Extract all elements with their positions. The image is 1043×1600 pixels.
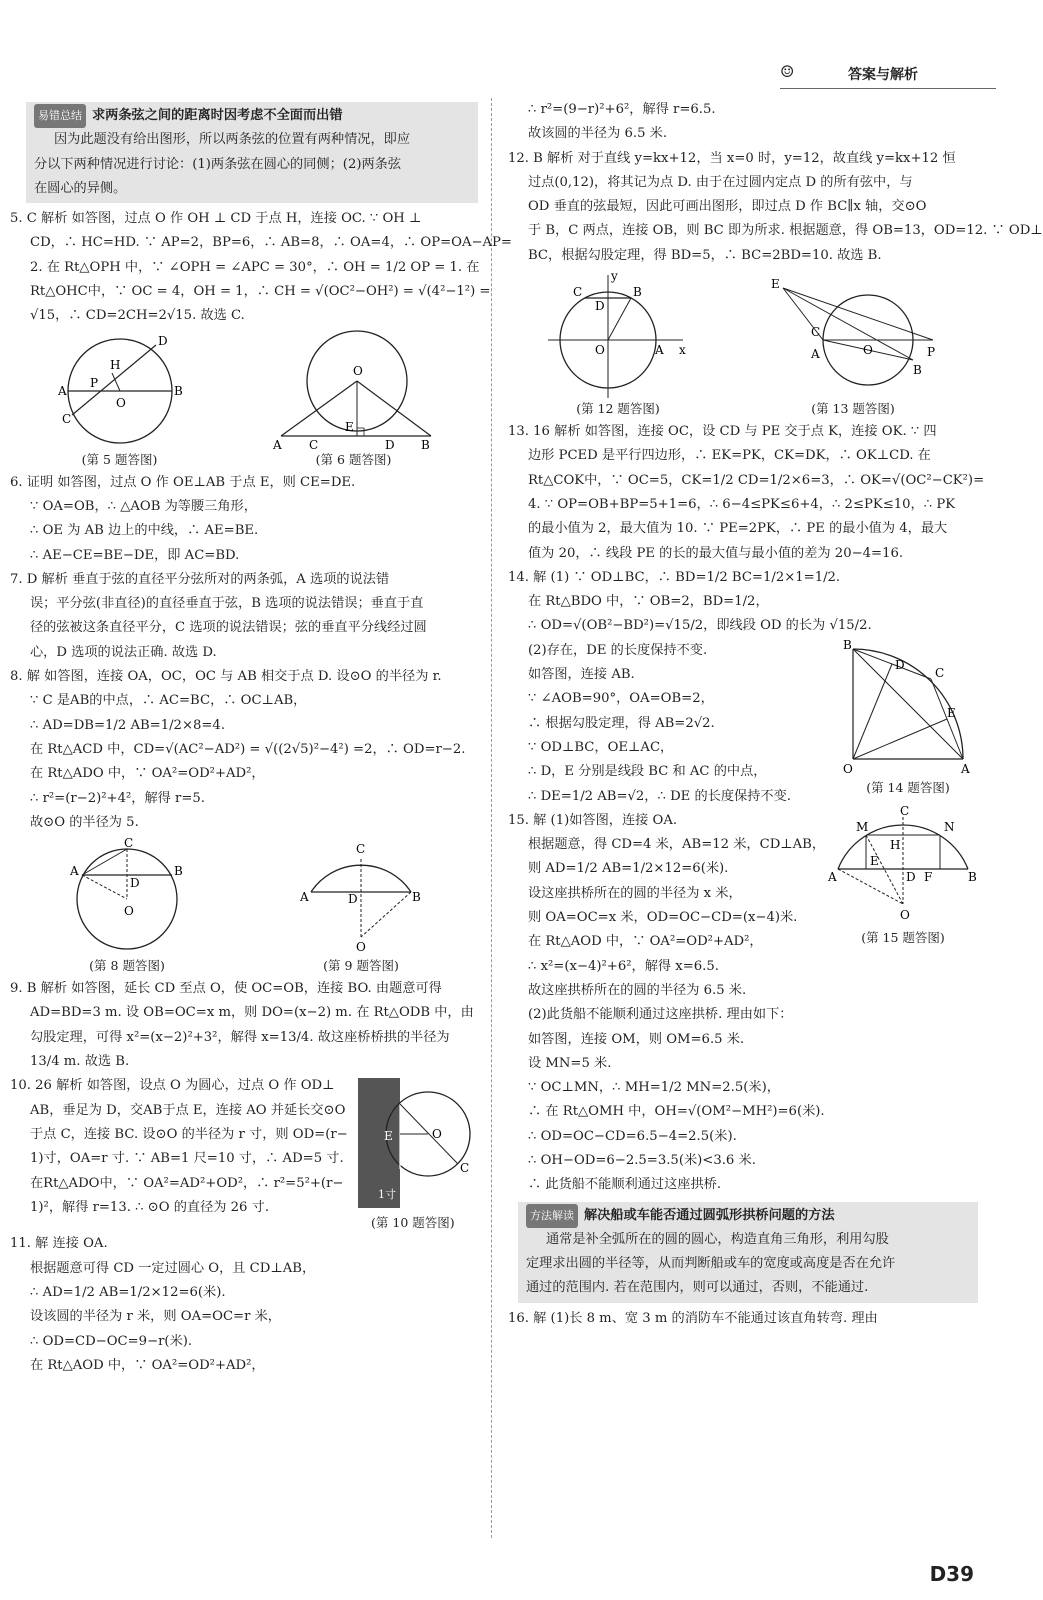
figure-caption: (第 5 题答图) <box>81 451 158 467</box>
text-line: 2. 在 Rt△OPH 中，∵ ∠OPH = ∠APC = 30°，∴ OH = 1/2 OP = 1. 在 <box>30 259 480 275</box>
svg-text:O: O <box>115 395 126 410</box>
text-line: 的最小值为 2，最大值为 10. ∵ PE=2PK，∴ PE 的最小值为 4，最大 <box>528 521 948 537</box>
text-line: Rt△OHC中，∵ OC = 4，OH = 1，∴ CH = √(OC²−OH²) = √(4²−1²) = <box>30 284 491 300</box>
text-line: ∴ OD=CD−OC=9−r(米). <box>30 1333 193 1349</box>
svg-text:D: D <box>906 869 916 884</box>
svg-text:H: H <box>109 357 120 372</box>
text-line: 设 MN=5 米. <box>528 1055 612 1071</box>
q14-solution <box>508 566 978 809</box>
svg-text:N: N <box>944 819 955 834</box>
q9-solution <box>10 977 478 1074</box>
svg-text:B: B <box>412 890 421 905</box>
q8-solution <box>10 665 478 835</box>
method-line: 通过的范围内. 若在范围内，则可以通过，否则，不能通过. <box>526 1280 869 1296</box>
figure-row-5-6 <box>10 331 478 469</box>
figure-caption: (第 13 题答图) <box>811 401 895 417</box>
right-column <box>508 98 1043 1331</box>
page-number: D39 <box>929 1562 974 1586</box>
q15-solution <box>508 809 828 1198</box>
text-line: 过点(0,12)，将其记为点 D. 由于在过圆内定点 D 的所有弦中，与 <box>528 174 913 190</box>
text-line: ∴ DE=1/2 AB=√2，∴ DE 的长度保持不变. <box>528 788 791 804</box>
figure-caption: (第 9 题答图) <box>323 958 399 974</box>
text-line: 7. D 解析 垂直于弦的直径平分弦所对的两条弧，A 选项的说法错 <box>10 571 390 587</box>
text-line: ∴ r²=(r−2)²+4²，解得 r=5. <box>30 790 205 806</box>
text-line: ∴ 根据勾股定理，得 AB=2√2. <box>528 715 715 731</box>
text-line: ∵ OA=OB，∴ △AOB 为等腰三角形， <box>30 498 257 514</box>
svg-text:P: P <box>89 375 98 390</box>
figure-q8 <box>62 837 192 975</box>
svg-text:D: D <box>895 657 905 672</box>
text-line: ∵ OC⊥MN，∴ MH=1/2 MN=2.5(米)， <box>528 1080 780 1096</box>
text-line: 在 Rt△AOD 中，∵ OA²=OD²+AD²， <box>528 934 763 950</box>
circle-diagram-q8 <box>62 837 192 957</box>
text-line: 故这座拱桥所在的圆的半径为 6.5 米. <box>528 982 747 998</box>
svg-text:A: A <box>272 437 282 452</box>
figure-q12 <box>543 270 693 418</box>
text-line: 1)寸，OA=r 寸. ∵ AB=1 尺=10 寸，∴ AD=5 寸. <box>30 1151 344 1167</box>
text-line: AD=BD=3 m. 设 OB=OC=x m，则 DO=(x−2) m. 在 Rt△ODB 中，由 <box>30 1005 474 1021</box>
error-summary-box <box>26 102 478 203</box>
figure-q13 <box>763 270 943 418</box>
text-line: 根据题意可得 CD 一定过圆心 O，且 CD⊥AB， <box>30 1260 316 1276</box>
arch-bridge-q15 <box>828 803 978 929</box>
svg-text:A: A <box>828 869 837 884</box>
column-divider <box>491 98 492 1538</box>
svg-text:x: x <box>679 343 686 358</box>
arch-diagram-q9 <box>296 837 426 957</box>
header-icon: ☺ <box>780 62 795 81</box>
text-line: 根据题意，得 CD=4 米，AB=12 米，CD⊥AB， <box>528 837 826 853</box>
text-line: ∴ 此货船不能顺利通过这座拱桥. <box>528 1177 722 1193</box>
svg-text:H: H <box>890 837 901 852</box>
figure-row-12-13 <box>508 270 978 418</box>
text-line: AB，垂足为 D，交AB于点 E，连接 AO 并延长交⊙O <box>30 1102 346 1118</box>
svg-text:C: C <box>61 411 71 426</box>
text-line: 在 Rt△ACD 中，CD=√(AC²−AD²) = √((2√5)²−4²) =2，∴ OD=r−2. <box>30 741 466 757</box>
q13-solution <box>508 420 985 566</box>
text-line: 6. 证明 如答图，过点 O 作 OE⊥AB 于点 E，则 CE=DE. <box>10 474 356 490</box>
text-line: ∴ OE 为 AB 边上的中线，∴ AE=BE. <box>30 523 259 539</box>
header-rule <box>780 88 996 89</box>
svg-text:y: y <box>611 269 618 284</box>
svg-text:C: C <box>308 437 318 452</box>
text-line: 于 B，C 两点，连接 OB，则 BC 即为所求. 根据题意，得 OB=13，OD=12. ∵ OD⊥ <box>528 223 1043 239</box>
text-line: 误；平分弦(非直径)的直径垂直于弦，B 选项的说法错误；垂直于直 <box>30 596 424 612</box>
svg-text:O: O <box>124 904 134 919</box>
text-line: 心，D 选项的说法正确. 故选 D. <box>30 644 217 660</box>
text-line: 9. B 解析 如答图，延长 CD 至点 O，使 OC=OB，连接 BO. 由题意可得 <box>10 981 442 997</box>
text-line: ∴ x²=(x−4)²+6²，解得 x=6.5. <box>528 958 719 974</box>
figure-q10 <box>348 1074 478 1232</box>
text-line: ∴ OH−OD=6−2.5=3.5(米)<3.6 米. <box>528 1152 756 1168</box>
text-line: ∵ ∠AOB=90°，OA=OB=2， <box>528 691 714 707</box>
svg-text:E: E <box>771 277 780 292</box>
figure-q9 <box>296 837 426 975</box>
text-line: 15. 解 (1)如答图，连接 OA. <box>508 812 678 828</box>
text-line: √15，∴ CD=2CH=2√15. 故选 C. <box>30 308 245 324</box>
text-line: 故⊙O 的半径为 5. <box>30 814 139 830</box>
text-line: 则 AD=1/2 AB=1/2×12=6(米). <box>528 861 729 877</box>
svg-text:B: B <box>633 285 642 300</box>
figure-caption: (第 6 题答图) <box>315 451 392 467</box>
quarter-circle-q14 <box>843 639 973 779</box>
method-box <box>518 1202 978 1303</box>
q7-solution <box>10 568 478 665</box>
text-line: 设这座拱桥所在的圆的半径为 x 米， <box>528 885 742 901</box>
text-line: (2)此货船不能顺利通过这座拱桥. 理由如下： <box>528 1007 793 1023</box>
q5-solution <box>10 207 512 328</box>
text-line: OD 垂直的弦最短，因此可画出图形，即过点 D 作 BC∥x 轴，交⊙O <box>528 199 927 215</box>
svg-text:B: B <box>968 869 977 884</box>
text-line: 在 Rt△BDO 中，∵ OB=2，BD=1/2， <box>528 594 769 610</box>
svg-text:A: A <box>811 347 820 362</box>
text-line: 在 Rt△ADO 中，∵ OA²=OD²+AD²， <box>30 766 265 782</box>
text-line: 11. 解 连接 OA. <box>10 1236 108 1252</box>
text-line: 13. 16 解析 如答图，连接 OC，设 CD 与 PE 交于点 K，连接 OK. ∵ 四 <box>508 424 937 440</box>
q14-part2 <box>508 639 978 809</box>
coordinate-circle-q12 <box>543 270 693 400</box>
svg-text:A: A <box>57 383 67 398</box>
svg-text:O: O <box>595 343 605 358</box>
svg-text:B: B <box>173 383 183 398</box>
text-line: 边形 PCED 是平行四边形，∴ EK=PK，CK=DK，∴ OK⊥CD. 在 <box>528 448 931 464</box>
text-line: CD，∴ HC=HD. ∵ AP=2，BP=6，∴ AB=8，∴ OA=4，∴ OP=OA−AP= <box>30 235 512 251</box>
svg-text:O: O <box>863 343 873 358</box>
q11-solution <box>10 1232 478 1378</box>
svg-text:B: B <box>174 864 183 879</box>
svg-text:E: E <box>870 853 879 868</box>
svg-text:C: C <box>124 836 134 851</box>
text-line: (2)存在，DE 的长度保持不变. <box>528 642 708 658</box>
parallelogram-circle-q13 <box>763 270 943 400</box>
page-header <box>780 58 980 88</box>
figure-q15 <box>828 803 978 1198</box>
svg-text:C: C <box>900 803 910 818</box>
method-line: 通常是补全弧所在的圆的圆心，构造直角三角形，利用勾股 <box>546 1231 889 1247</box>
text-line: BC，根据勾股定理，得 BD=5，∴ BC=2BD=10. 故选 B. <box>528 247 882 263</box>
figure-q5 <box>50 331 190 469</box>
svg-text:O: O <box>431 1127 442 1142</box>
svg-text:B: B <box>420 437 430 452</box>
figure-caption: (第 8 题答图) <box>89 958 165 974</box>
svg-text:1寸: 1寸 <box>377 1188 396 1202</box>
text-line: 在 Rt△AOD 中，∵ OA²=OD²+AD²， <box>30 1357 265 1373</box>
circle-diagram-q6 <box>269 331 439 451</box>
method-tag: 方法解读 <box>526 1204 578 1228</box>
svg-text:C: C <box>811 325 821 340</box>
text-line: ∴ OD=OC−CD=6.5−4=2.5(米). <box>528 1128 737 1144</box>
text-line: 8. 解 如答图，连接 OA，OC，OC 与 AB 相交于点 D. 设⊙O 的半径为 r. <box>10 669 442 685</box>
text-line: ∵ OD⊥BC，OE⊥AC， <box>528 739 674 755</box>
wall-circle-diagram-q10 <box>348 1074 478 1214</box>
figure-caption: (第 15 题答图) <box>861 929 945 945</box>
text-line: 如答图，连接 AB. <box>528 667 635 683</box>
svg-text:O: O <box>843 761 853 776</box>
svg-text:D: D <box>595 299 605 314</box>
text-line: 4. ∵ OP=OB+BP=5+1=6，∴ 6−4≤PK≤6+4，∴ 2≤PK≤10，∴ PK <box>528 496 956 512</box>
text-line: ∴ OD=√(OB²−BD²)=√15/2，即线段 OD 的长为 √15/2. <box>528 618 872 634</box>
svg-text:F: F <box>924 869 933 884</box>
method-line: 定理求出圆的半径等，从而判断船或车的宽度或高度是否在允许 <box>526 1256 896 1272</box>
svg-text:E: E <box>383 1129 393 1144</box>
text-line: 如答图，连接 OM，则 OM=6.5 米. <box>528 1031 745 1047</box>
method-title: 解决船或车能否通过圆弧形拱桥问题的方法 <box>584 1207 835 1223</box>
text-line: 13/4 m. 故选 B. <box>30 1054 130 1070</box>
svg-text:C: C <box>459 1161 470 1176</box>
svg-text:A: A <box>70 864 79 879</box>
figure-caption: (第 10 题答图) <box>371 1215 455 1231</box>
svg-text:A: A <box>961 761 970 776</box>
figure-caption: (第 14 题答图) <box>866 779 950 795</box>
q6-solution <box>10 471 478 568</box>
error-summary-line: 分以下两种情况进行讨论：(1)两条弦在圆心的同侧；(2)两条弦 <box>34 156 402 172</box>
text-line: ∴ AD=1/2 AB=1/2×12=6(米). <box>30 1284 226 1300</box>
figure-q6 <box>269 331 439 469</box>
svg-text:M: M <box>856 819 869 834</box>
figure-q14 <box>838 639 978 809</box>
text-line: Rt△COK中，∵ OC=5，CK=1/2 CD=1/2×6=3，∴ OK=√(OC²−CK²)= <box>528 472 985 488</box>
error-summary-line: 因为此题没有给出图形，所以两条弦的位置有两种情况，即应 <box>54 132 411 148</box>
error-summary-tag: 易错总结 <box>34 104 86 128</box>
text-line: 设该圆的半径为 r 米，则 OA=OC=r 米， <box>30 1309 281 1325</box>
text-line: 径的弦被这条直径平分，C 选项的说法错误；弦的垂直平分线经过圆 <box>30 620 427 636</box>
text-line: ∴ AE−CE=BE−DE，即 AC=BD. <box>30 547 240 563</box>
svg-text:O: O <box>900 907 910 922</box>
text-line: 1)²，解得 r=13. ∴ ⊙O 的直径为 26 寸. <box>30 1199 270 1215</box>
svg-text:E: E <box>344 419 354 434</box>
text-line: 在Rt△ADO中，∵ OA²=AD²+OD²，∴ r²=5²+(r− <box>30 1175 344 1191</box>
text-line: ∴ 在 Rt△OMH 中，OH=√(OM²−MH²)=6(米). <box>528 1104 825 1120</box>
q15-block <box>508 803 978 1198</box>
q10-block <box>10 1074 478 1232</box>
q11-continued <box>508 98 978 147</box>
svg-text:O: O <box>352 363 363 378</box>
svg-text:D: D <box>384 437 395 452</box>
text-line: 值为 20，∴ 线段 PE 的长的最大值与最小值的差为 20−4=16. <box>528 545 904 561</box>
left-column <box>10 98 512 1378</box>
circle-diagram-q5 <box>50 331 190 451</box>
q10-solution <box>10 1074 348 1232</box>
header-title: 答案与解析 <box>848 67 918 83</box>
svg-text:O: O <box>356 940 366 955</box>
svg-text:D: D <box>157 333 168 348</box>
svg-text:E: E <box>947 705 956 720</box>
svg-text:C: C <box>935 665 945 680</box>
svg-text:B: B <box>843 637 852 652</box>
figure-row-8-9 <box>10 837 478 975</box>
figure-caption: (第 12 题答图) <box>576 401 660 417</box>
text-line: 故该圆的半径为 6.5 米. <box>528 126 668 142</box>
error-summary-title: 求两条弦之间的距离时因考虑不全面而出错 <box>92 108 343 123</box>
q16-solution: 16. 解 (1)长 8 m、宽 3 m 的消防车不能通过该直角转弯. 理由 <box>508 1310 878 1326</box>
text-line: 则 OA=OC=x 米，OD=OC−CD=(x−4)米. <box>528 910 798 926</box>
text-line: ∴ r²=(9−r)²+6²，解得 r=6.5. <box>528 102 716 117</box>
svg-text:D: D <box>130 876 140 891</box>
svg-text:B: B <box>913 363 922 378</box>
text-line: 5. C 解析 如答图，过点 O 作 OH ⊥ CD 于点 H，连接 OC. ∵ OH ⊥ <box>10 211 422 227</box>
q12-solution <box>508 147 1043 268</box>
text-line: 12. B 解析 对于直线 y=kx+12，当 x=0 时，y=12，故直线 y=kx+12 恒 <box>508 150 956 166</box>
svg-text:P: P <box>927 345 936 360</box>
svg-text:A: A <box>655 343 664 358</box>
text-line: 14. 解 (1) ∵ OD⊥BC，∴ BD=1/2 BC=1/2×1=1/2. <box>508 569 841 585</box>
text-line: ∴ AD=DB=1/2 AB=1/2×8=4. <box>30 717 226 733</box>
error-summary-line: 在圆心的异侧。 <box>34 180 127 196</box>
text-line: ∵ C 是AB的中点，∴ AC=BC，∴ OC⊥AB， <box>30 693 307 709</box>
text-line: ∴ D，E 分别是线段 BC 和 AC 的中点， <box>528 764 767 780</box>
text-line: 于点 C，连接 BC. 设⊙O 的半径为 r 寸，则 OD=(r− <box>30 1126 348 1142</box>
text-line: 10. 26 解析 如答图，设点 O 为圆心，过点 O 作 OD⊥ <box>10 1078 335 1094</box>
text-line: 勾股定理，可得 x²=(x−2)²+3²，解得 x=13/4. 故这座桥桥拱的半径为 <box>30 1029 450 1045</box>
svg-text:A: A <box>300 890 309 905</box>
svg-text:D: D <box>348 892 358 907</box>
q14-part2-text <box>508 639 838 809</box>
svg-text:C: C <box>573 285 583 300</box>
svg-text:C: C <box>356 842 366 857</box>
